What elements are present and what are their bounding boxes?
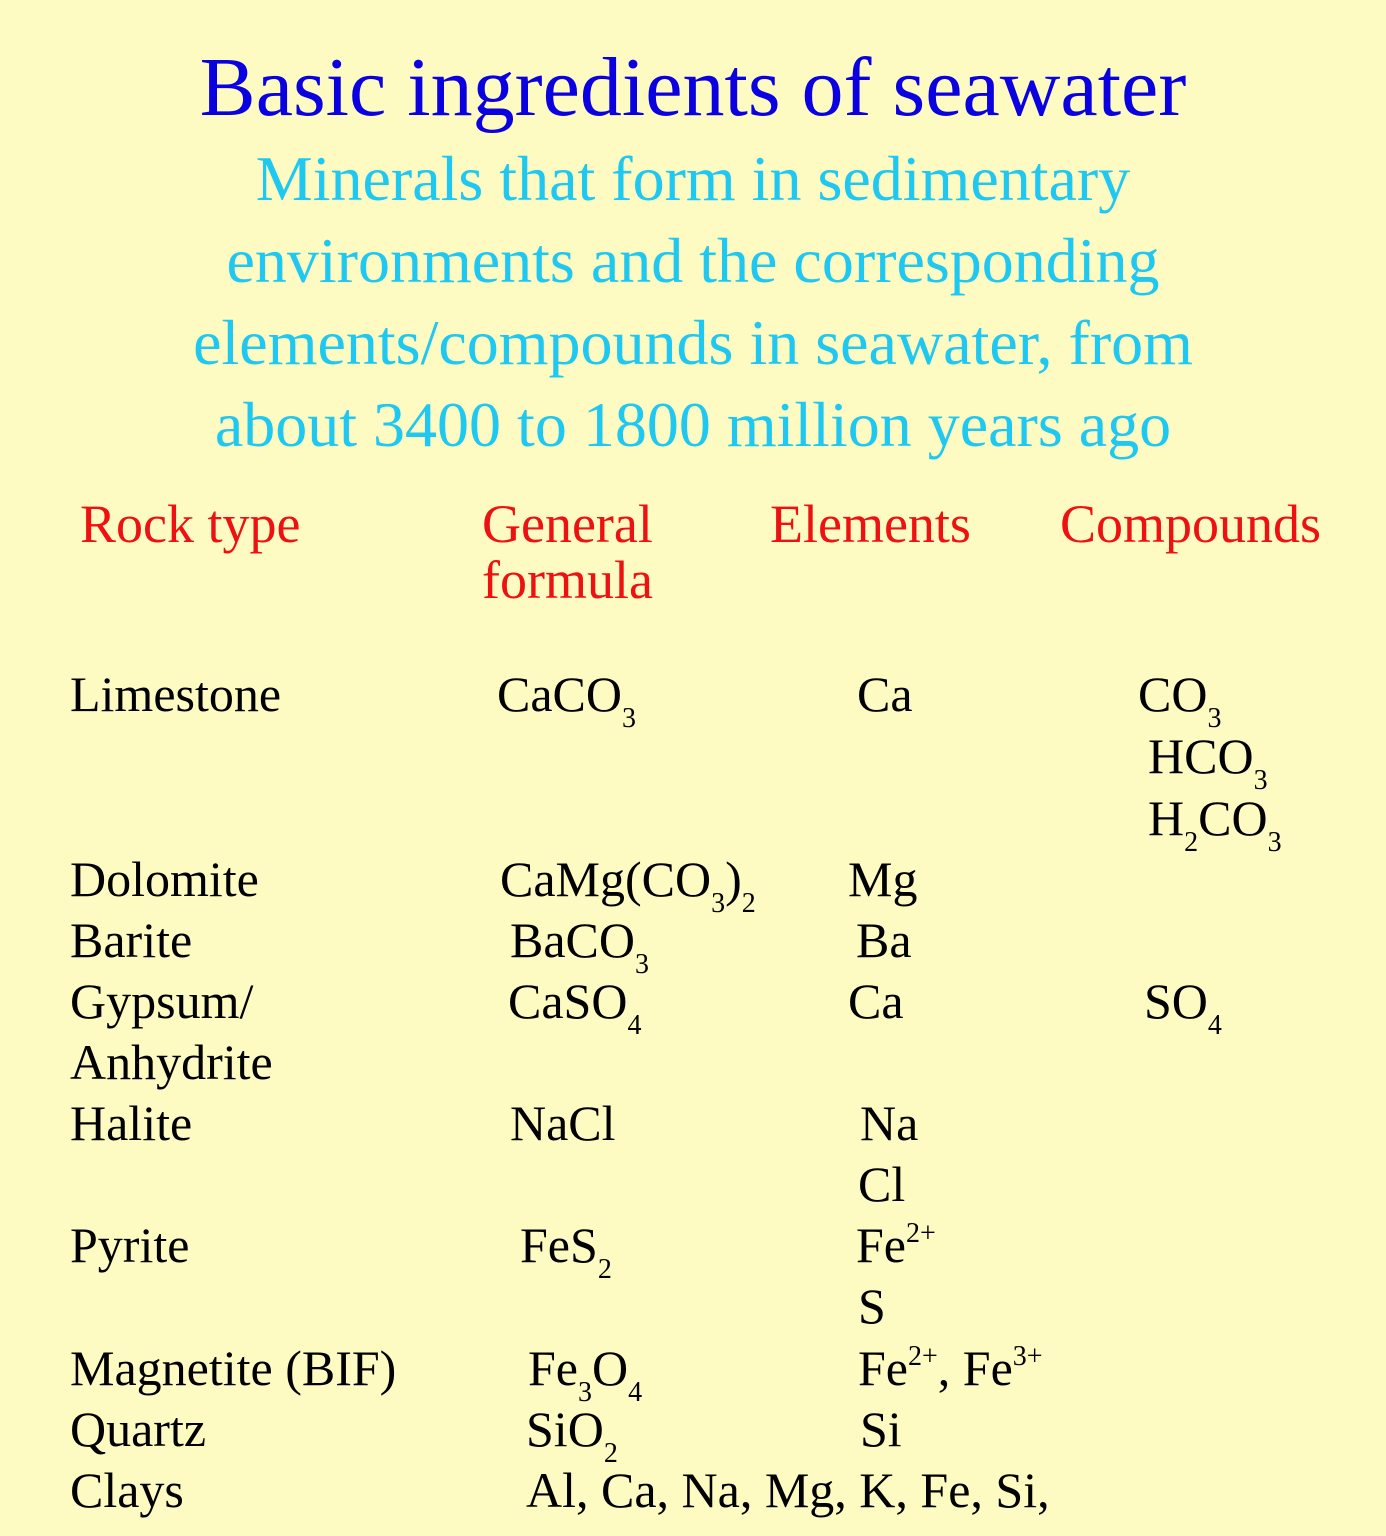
header-elements: Elements <box>770 494 971 554</box>
formula-halite: NaCl <box>510 1095 616 1151</box>
subtitle-line: environments and the corresponding <box>226 225 1160 296</box>
subtitle-line: about 3400 to 1800 million years ago <box>214 389 1172 460</box>
rock-limestone: Limestone <box>70 666 282 722</box>
rock-dolomite: Dolomite <box>70 851 259 907</box>
element-dolomite: Mg <box>848 851 918 907</box>
header-general-formula-line2: formula <box>482 550 653 610</box>
element-pyrite-1: $Fe^{2+}$ <box>856 1217 936 1273</box>
element-halite-1: Na <box>860 1095 919 1151</box>
formula-pyrite: FeS$_2$ <box>520 1217 612 1285</box>
header-rock-type: Rock type <box>80 494 301 554</box>
element-limestone: Ca <box>857 666 913 722</box>
rock-magnetite: Magnetite (BIF) <box>70 1340 397 1396</box>
rock-pyrite: Pyrite <box>70 1217 190 1273</box>
subtitle-line: elements/compounds in seawater, from <box>193 307 1193 378</box>
formula-barite: BaCO$_3$ <box>510 912 649 980</box>
element-barite: Ba <box>856 912 912 968</box>
element-pyrite-2: S <box>858 1278 886 1334</box>
formula-limestone: CaCO$_3$ <box>497 666 636 734</box>
element-magnetite: $Fe^{2+}$, $Fe^{3+}$ <box>858 1340 1043 1396</box>
compound-gypsum: $SO_4$ <box>1144 973 1222 1041</box>
element-quartz: Si <box>860 1401 902 1457</box>
formula-magnetite: $Fe_3O_4$ <box>528 1340 643 1408</box>
subtitle-line: Minerals that form in sedimentary <box>255 143 1131 214</box>
compound-limestone-1: $CO_3$ <box>1138 666 1222 734</box>
subtitle <box>0 138 1386 466</box>
page-title: Basic ingredients of seawater <box>199 41 1187 134</box>
formula-dolomite: $CaMg(CO_3)_2$ <box>500 851 756 919</box>
rock-gypsum: Gypsum/ <box>70 973 254 1029</box>
element-gypsum: Ca <box>848 973 904 1029</box>
rock-anhydrite: Anhydrite <box>70 1034 273 1090</box>
formula-quartz: SiO$_2$ <box>526 1401 618 1469</box>
compound-limestone-2: $HCO_3$ <box>1148 728 1268 796</box>
rock-clays: Clays <box>70 1462 184 1518</box>
formula-gypsum: CaSO$_4$ <box>508 973 642 1041</box>
compound-limestone-3: $H_2CO_3$ <box>1148 790 1282 858</box>
formula-clays: Al, Ca, Na, Mg, K, Fe, Si, <box>526 1462 1050 1518</box>
element-halite-2: Cl <box>858 1156 906 1212</box>
header-compounds: Compounds <box>1060 494 1322 554</box>
rock-quartz: Quartz <box>70 1401 207 1457</box>
rock-barite: Barite <box>70 912 193 968</box>
rock-halite: Halite <box>70 1095 193 1151</box>
header-general-formula-line1: General <box>482 494 653 554</box>
